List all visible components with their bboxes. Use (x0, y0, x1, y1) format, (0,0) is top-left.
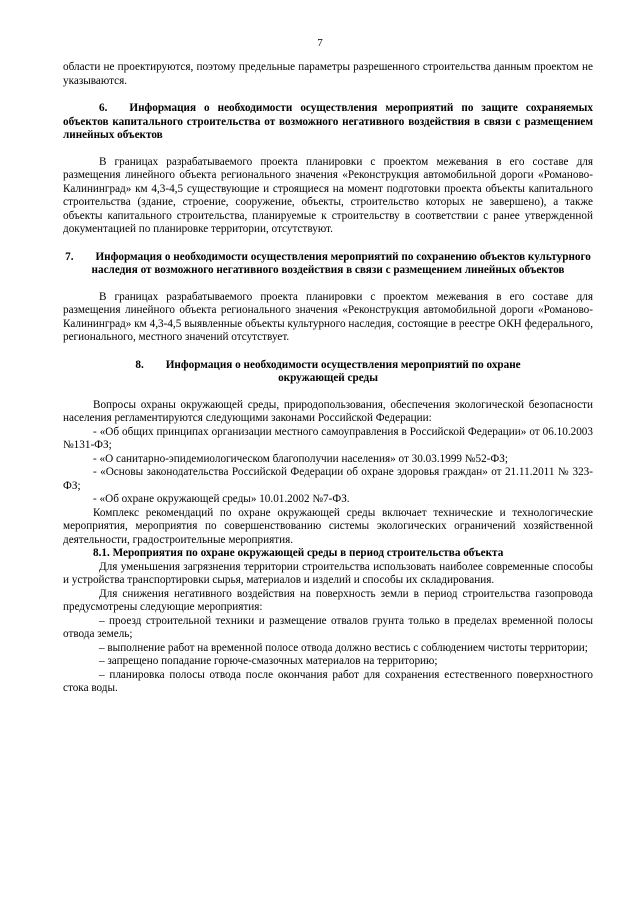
law-item: - «Об общих принципах организации местного самоуправления в Российской Федерации» от 06.10.2003 №131-ФЗ; (63, 425, 593, 451)
law-item: - «Об охране окружающей среды» 10.01.2002 №7-ФЗ. (93, 493, 350, 505)
page-number: 7 (317, 37, 323, 49)
section-8-title: Информация о необходимости осуществления мероприятий по охране окружающей среды (165, 358, 521, 384)
section-8-heading (63, 359, 593, 386)
law-item: - «Основы законодательства Российской Федерации об охране здоровья граждан» от 21.11.2011 № 323-ФЗ; (63, 466, 593, 492)
section-8-number: 8. (135, 358, 144, 371)
section-7-title: Информация о необходимости осуществления мероприятий по сохранению объектов культурного наследия от возможного негативного воздействия в связи с размещением линейных объектов (91, 250, 591, 276)
complex-paragraph: Комплекс рекомендаций по охране окружающей среды включает технические и технологические мероприятия, мероприятия по совершенствованию системы экологических ограничений хозяйственной деятельности, градостроительные мероприятия. (63, 506, 593, 546)
section-7-number: 7. (65, 250, 74, 263)
measure-item: – запрещено попадание горюче-смазочных материалов на территорию; (99, 655, 438, 667)
subsection-8-1-heading: 8.1. Мероприятия по охране окружающей среды в период строительства объекта (93, 547, 504, 559)
document-body (63, 61, 593, 696)
measure-item: – выполнение работ на временной полосе отвода должно вестись с соблюдением чистоты территории; (99, 641, 588, 654)
law-item: - «О санитарно-эпидемиологическом благополучии населения» от 30.03.1999 №52-ФЗ; (93, 452, 508, 465)
measure-item: – планировка полосы отвода после окончания работ для сохранения естественного поверхностного стока воды. (63, 668, 593, 694)
section-7-body: В границах разрабатываемого проекта планировки с проектом межевания в его составе для размещения линейного объекта регионального значения «Реконструкция автомобильной дороги «Романово-Калининград» км 4,3-4,5 выявленные объекты культурного наследия, состоящие в реестре ОКН федерального, регионального, местного значений отсутствует. (63, 290, 593, 343)
subsection-paragraph: Для снижения негативного воздействия на поверхность земли в период строительства газопровода предусмотрены следующие мероприятия: (63, 587, 593, 613)
section-7-heading (63, 251, 593, 278)
section-8-intro: Вопросы охраны окружающей среды, природопользования, обеспечения экологической безопасности населения регламентируются следующими законами Российской Федерации: (63, 398, 593, 424)
section-6-heading (63, 102, 593, 143)
measure-item: – проезд строительной техники и размещение отвалов грунта только в пределах временной полосы отвода земель; (63, 614, 593, 640)
intro-paragraph: области не проектируются, поэтому предельные параметры разрешенного строительства данным проектом не указываются. (63, 61, 593, 87)
section-6-number: 6. (99, 102, 108, 114)
section-6-body: В границах разрабатываемого проекта планировки с проектом межевания в его составе для размещения линейного объекта регионального значения «Реконструкция автомобильной дороги «Романово-Калининград» км 4,3-4,5 существующие и строящиеся на момент подготовки проекта объекты капитального строительства (здание, строение, сооружение, объекты, строительство которых не завершено), а также объекты капитального строительства, планируемые к строительству в соответствии с ранее утвержденной документацией по планировке территории, отсутствуют. (63, 155, 593, 235)
section-6-title: Информация о необходимости осуществления мероприятий по защите сохраняемых объектов капитального строительства от возможного негативного воздействия в связи с размещением линейных объектов (63, 102, 593, 141)
subsection-paragraph: Для уменьшения загрязнения территории строительства использовать наиболее современные способы и устройства транспортировки сырья, материалов и изделий и способы их складирования. (63, 560, 593, 586)
